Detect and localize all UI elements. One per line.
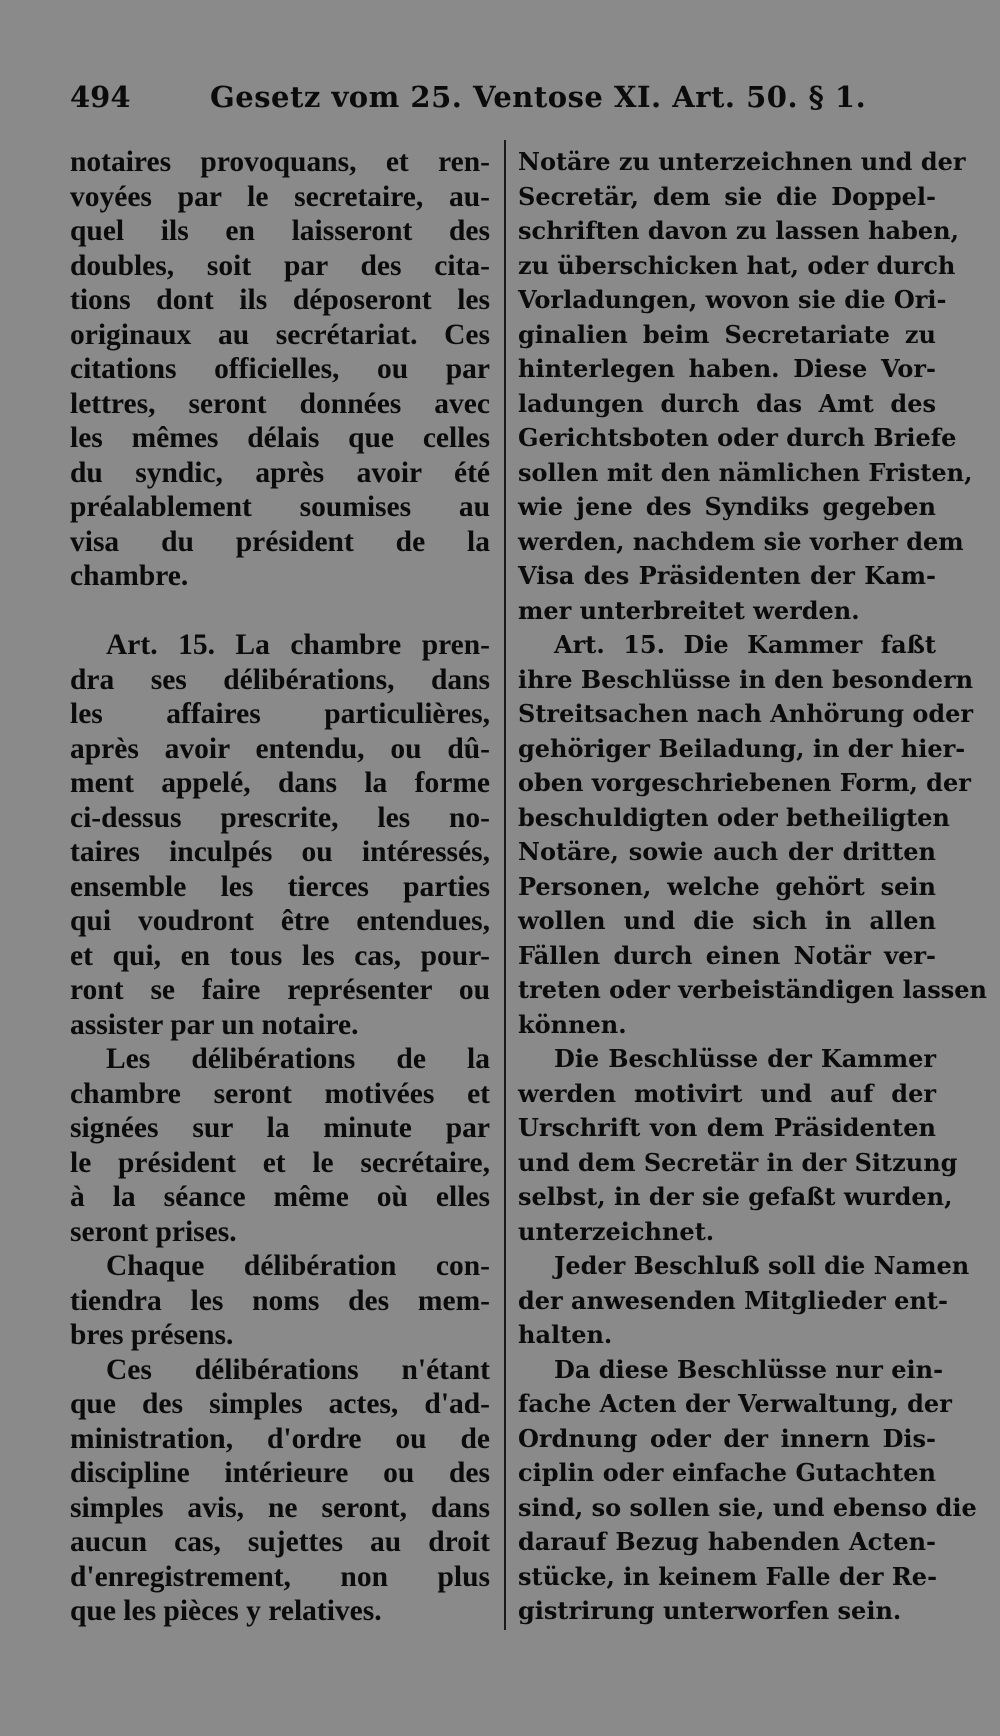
german-line: halten. [518, 1320, 613, 1349]
german-line: wollen und die sich in allen [518, 906, 936, 935]
french-line: notaires provoquans, et ren- [70, 146, 490, 178]
french-line: après avoir entendu, ou dû- [70, 732, 490, 765]
german-line: stücke, in keinem Falle der Re- [518, 1561, 938, 1591]
german-article-heading: Art. 15. Die Kammer faßt [554, 630, 936, 659]
german-line: hinterlegen haben. Diese Vor- [518, 354, 936, 383]
french-line: à la séance même où elles [70, 1181, 490, 1213]
german-line: Personen, welche gehört sein [518, 871, 936, 901]
french-line: visa du président de la [70, 525, 490, 558]
french-line: simples avis, ne seront, dans [70, 1491, 490, 1524]
french-line: Les délibérations de la [106, 1043, 490, 1075]
french-line: ensemble les tierces parties [70, 870, 490, 903]
german-line: gistrirung unterworfen sein. [518, 1596, 902, 1625]
french-line: bres présens. [70, 1319, 234, 1351]
french-line: chambre seront motivées et [70, 1077, 490, 1110]
german-line: ginalien beim Secretariate zu [518, 319, 936, 349]
page-header [70, 80, 940, 120]
french-line: originaux au secrétariat. Ces [70, 318, 490, 351]
french-line: doubles, soit par des cita- [70, 249, 490, 282]
german-line: gehöriger Beiladung, in der hier- [518, 733, 966, 763]
german-line: werden motivirt und auf der [518, 1078, 936, 1108]
french-line: du syndic, après avoir été [70, 456, 490, 489]
german-line: fache Acten der Verwaltung, der [518, 1389, 952, 1418]
french-line: citations officielles, ou par [70, 353, 490, 385]
german-line: selbst, in der sie gefaßt wurden, [518, 1182, 953, 1211]
german-line: Notäre, sowie auch der dritten [518, 837, 936, 866]
german-line: ciplin oder einfache Gutachten [518, 1458, 936, 1487]
french-line: les affaires particulières, [70, 698, 490, 730]
german-line: Gerichtsboten oder durch Briefe [518, 423, 957, 452]
german-line: können. [518, 1009, 627, 1039]
german-line: ladungen durch das Amt des [518, 388, 936, 418]
running-head: Gesetz vom 25. Ventose XI. Art. 50. § 1. [210, 80, 867, 114]
column-divider [504, 140, 506, 1630]
french-line: quel ils en laisseront des [70, 215, 490, 247]
german-line: darauf Bezug habenden Acten- [518, 1527, 936, 1556]
french-line: le président et le secrétaire, [70, 1146, 490, 1179]
french-line: chambre. [70, 560, 189, 592]
german-line: Vorladungen, wovon sie die Ori- [518, 285, 947, 314]
french-line: ront se faire représenter ou [70, 974, 490, 1006]
german-line: und dem Secretär in der Sitzung [518, 1147, 958, 1177]
german-column [518, 145, 988, 1629]
french-line: taires inculpés ou intéressés, [70, 836, 490, 868]
german-line: Die Beschlüsse der Kammer [554, 1044, 936, 1073]
page-number: 494 [70, 80, 131, 114]
french-line: assister par un notaire. [70, 1008, 359, 1041]
german-line: werden, nachdem sie vorher dem [518, 526, 964, 556]
german-line: oben vorgeschriebenen Form, der [518, 768, 971, 797]
french-line: voyées par le secretaire, au- [70, 180, 490, 213]
french-line: tions dont ils déposeront les [70, 284, 490, 316]
french-line: que des simples actes, d'ad- [70, 1388, 490, 1420]
french-line: qui voudront être entendues, [70, 905, 490, 937]
german-line: Da diese Beschlüsse nur ein- [554, 1354, 944, 1384]
french-line: et qui, en tous les cas, pour- [70, 939, 490, 972]
french-line: Ces délibérations n'étant [106, 1353, 490, 1386]
german-line: wie jene des Syndiks gegeben [518, 492, 936, 521]
german-line: mer unterbreitet werden. [518, 595, 860, 625]
french-line: les mêmes délais que celles [70, 422, 490, 454]
french-line: Chaque délibération con- [106, 1250, 490, 1282]
german-line: Streitsachen nach Anhörung oder [518, 699, 974, 728]
french-column [70, 145, 490, 1629]
german-line: Urschrift von dem Präsidenten [518, 1113, 936, 1142]
german-line: der anwesenden Mitglieder ent- [518, 1285, 948, 1315]
french-line: discipline intérieure ou des [70, 1457, 490, 1489]
german-line: Secretär, dem sie die Doppel- [518, 181, 936, 211]
german-line: Jeder Beschluß soll die Namen [554, 1251, 970, 1280]
french-line: aucun cas, sujettes au droit [70, 1526, 490, 1558]
french-line: ment appelé, dans la forme [70, 767, 490, 799]
german-line: schriften davon zu lassen haben, [518, 216, 959, 245]
french-line: que les pièces y relatives. [70, 1595, 382, 1627]
french-line: signées sur la minute par [70, 1112, 490, 1144]
german-line: sind, so sollen sie, und ebenso die [518, 1492, 977, 1522]
german-line: Fällen durch einen Notär ver- [518, 940, 936, 970]
german-line: sollen mit den nämlichen Fristen, [518, 457, 973, 487]
german-line: beschuldigten oder betheiligten [518, 802, 950, 832]
french-line: seront prises. [70, 1215, 237, 1248]
french-line: ci-dessus prescrite, les no- [70, 801, 490, 834]
german-line: Visa des Präsidenten der Kam- [518, 561, 936, 590]
german-line: treten oder verbeiständigen lassen [518, 975, 988, 1004]
german-line: zu überschicken hat, oder durch [518, 250, 956, 280]
french-article-heading: Art. 15. La chambre pren- [106, 629, 490, 661]
french-line: ministration, d'ordre ou de [70, 1422, 490, 1455]
french-line: préalablement soumises au [70, 491, 490, 523]
french-line: dra ses délibérations, dans [70, 663, 490, 696]
german-line: Notäre zu unterzeichnen und der [518, 147, 966, 176]
paragraph-gap [70, 594, 490, 629]
french-line: d'enregistrement, non plus [70, 1560, 490, 1593]
french-line: lettres, seront données avec [70, 387, 490, 420]
german-line: unterzeichnet. [518, 1216, 715, 1246]
german-line: Ordnung oder der innern Dis- [518, 1423, 936, 1453]
german-line: ihre Beschlüsse in den besondern [518, 664, 974, 694]
french-line: tiendra les noms des mem- [70, 1284, 490, 1317]
